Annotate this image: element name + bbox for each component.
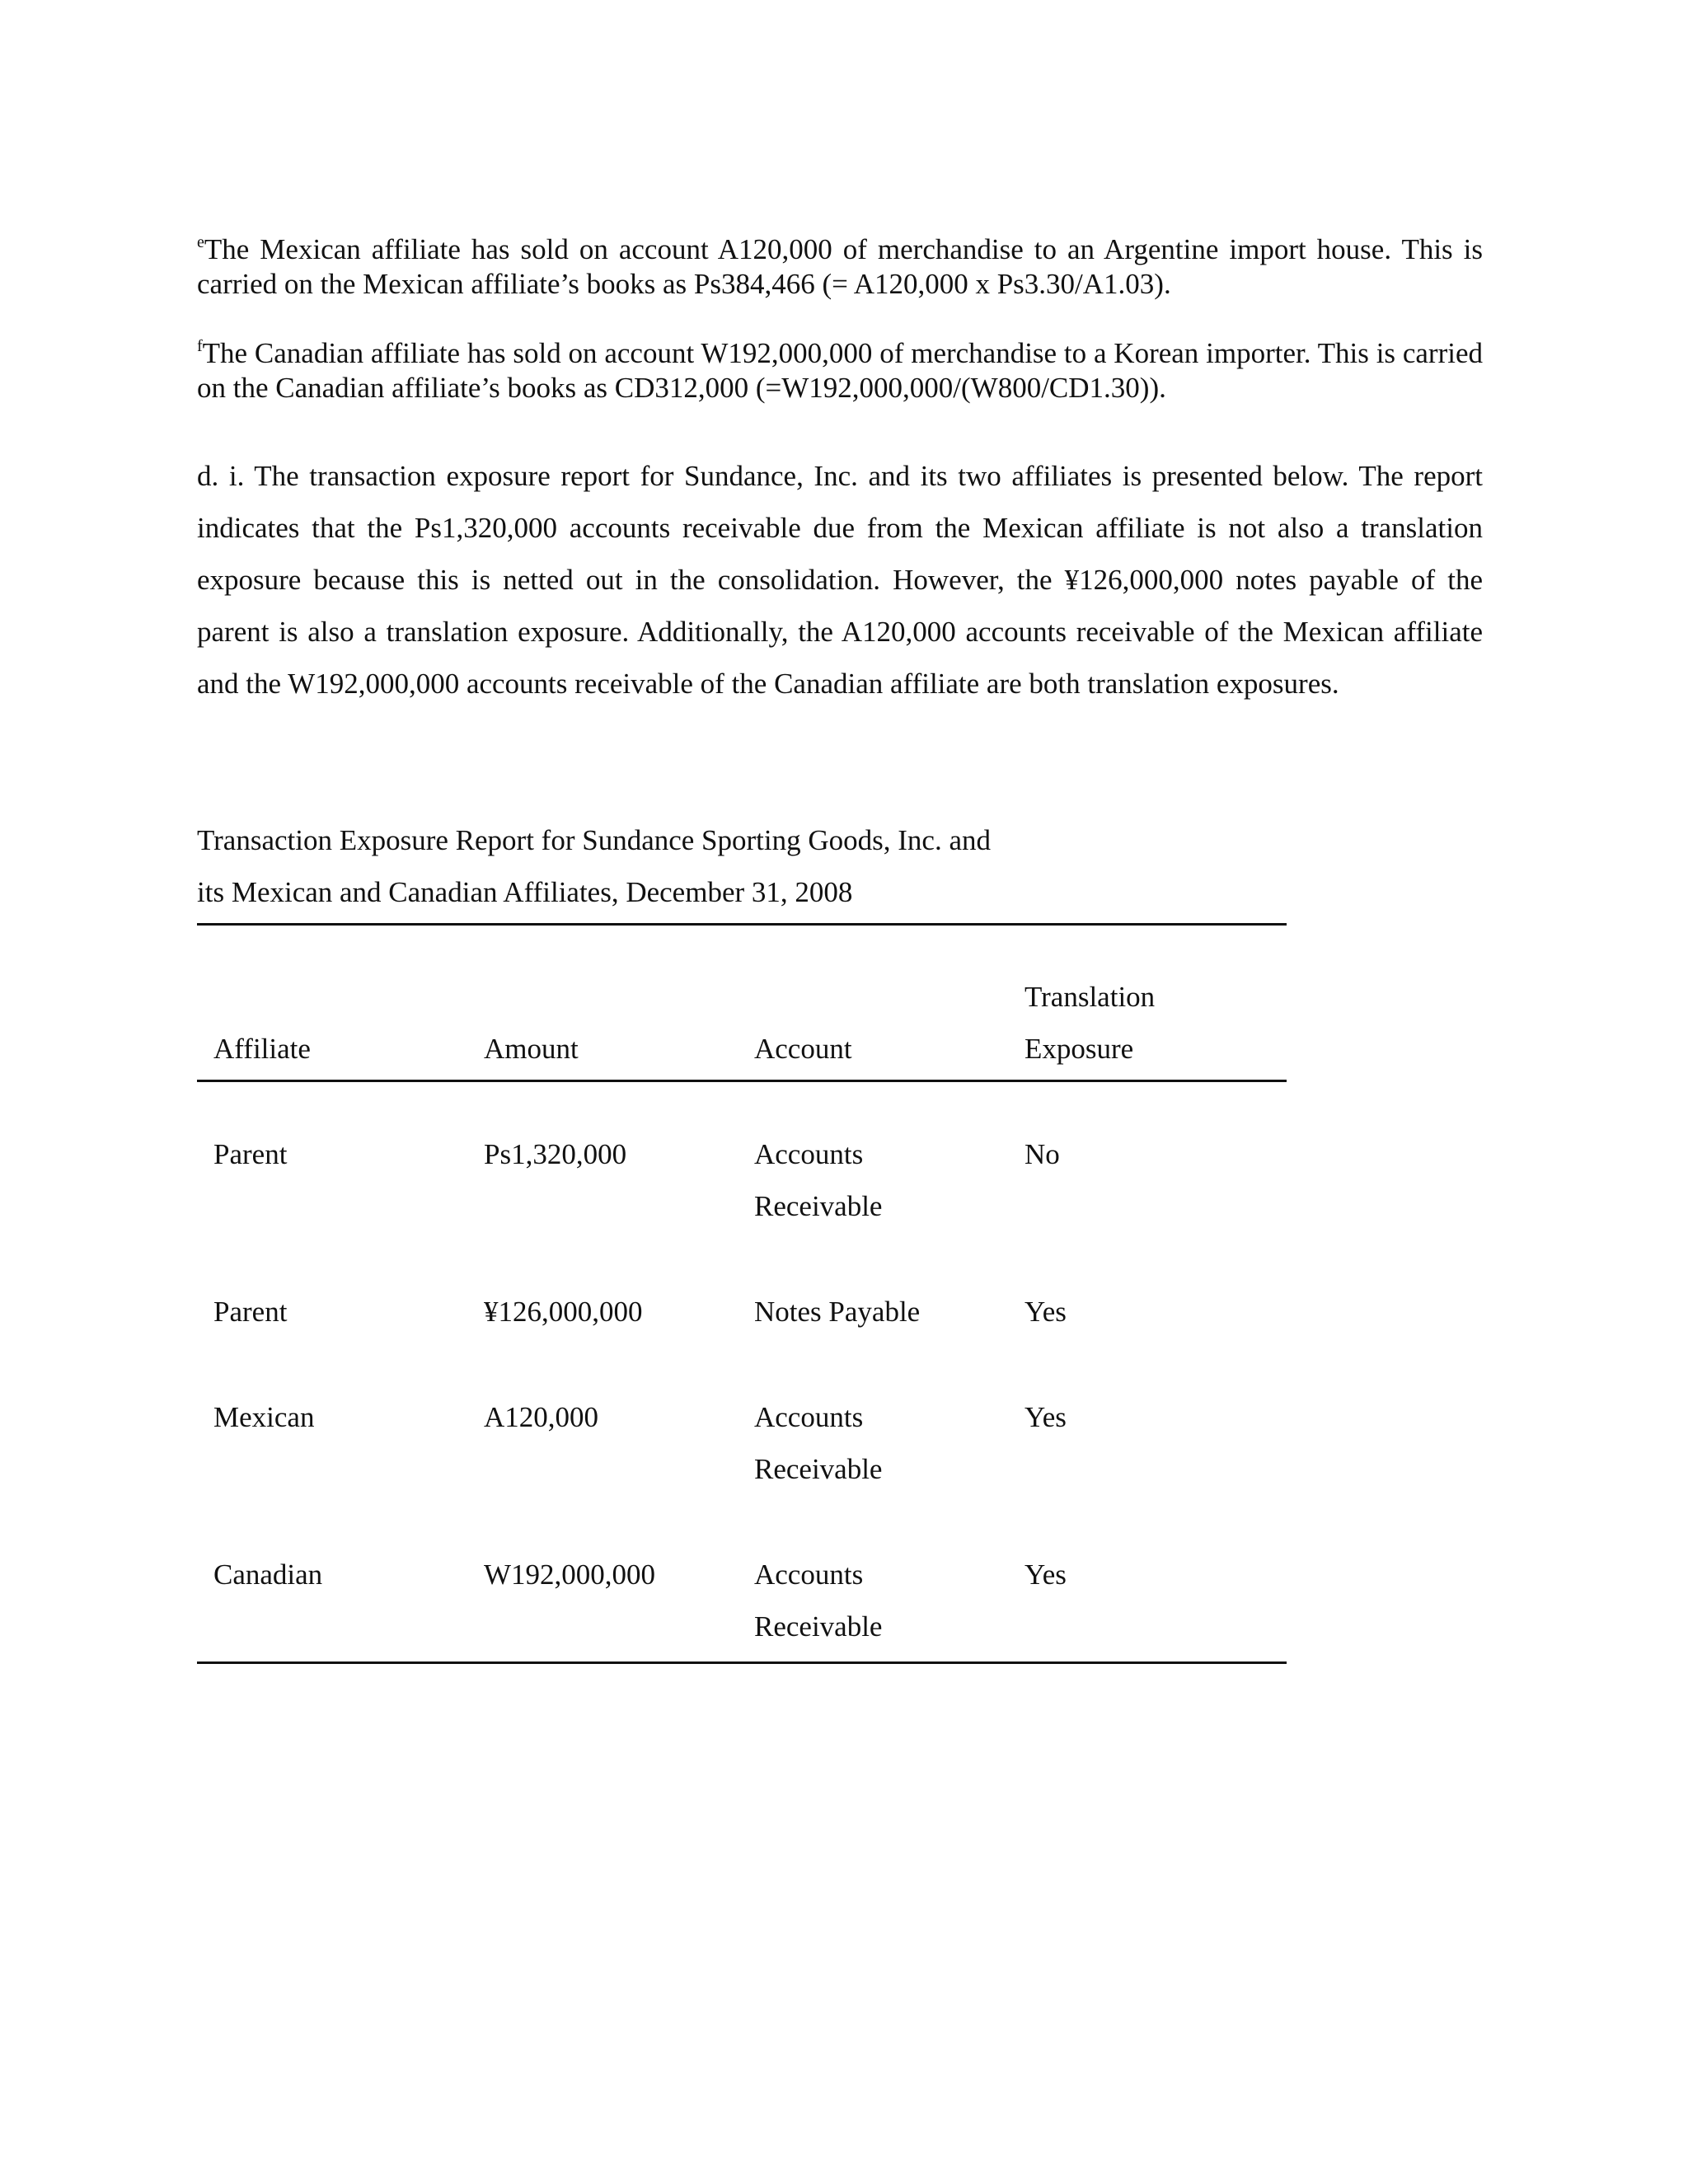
- footnote-text: The Mexican affiliate has sold on account A120,000 of merchandise to an Argentine import house. This is carried on the Mexican affiliate’s books as Ps384,466 (= A120,000 x Ps3.30/A1.03).: [197, 233, 1483, 300]
- row-account: Notes Payable: [754, 1296, 921, 1328]
- row-affiliate: Mexican: [213, 1401, 315, 1433]
- row-exposure: Yes: [1025, 1296, 1067, 1328]
- table-bottom-rule: [197, 1661, 1287, 1664]
- table-header-rule: [197, 1080, 1287, 1082]
- header-exposure-line2: Exposure: [1025, 1033, 1134, 1065]
- report-title-line: its Mexican and Canadian Affiliates, December 31, 2008: [197, 876, 853, 908]
- report-title-line: Transaction Exposure Report for Sundance Sporting Goods, Inc. and: [197, 824, 991, 856]
- header-exposure-line1: Translation: [1025, 981, 1156, 1013]
- row-exposure: Yes: [1025, 1401, 1067, 1433]
- report-title: [197, 814, 1285, 918]
- header-affiliate: Affiliate: [213, 1033, 311, 1065]
- footnote-f: [197, 336, 1483, 405]
- row-account-cont: Receivable: [754, 1190, 883, 1222]
- row-affiliate: Canadian: [213, 1558, 323, 1591]
- row-affiliate: Parent: [213, 1138, 288, 1170]
- table-top-rule: [197, 923, 1287, 926]
- row-account: Accounts: [754, 1138, 864, 1170]
- row-exposure: No: [1025, 1138, 1060, 1170]
- row-exposure: Yes: [1025, 1558, 1067, 1591]
- row-affiliate: Parent: [213, 1296, 288, 1328]
- footnote-marker: e: [197, 233, 204, 251]
- footnote-e: [197, 232, 1483, 302]
- footnote-marker: f: [197, 337, 203, 355]
- row-amount: ¥126,000,000: [484, 1296, 643, 1328]
- header-account: Account: [754, 1033, 852, 1065]
- body-paragraph: d. i. The transaction exposure report for Sundance, Inc. and its two affiliates is presented below. The report indicates that the Ps1,320,000 accounts receivable due from the Mexican affiliate is not also a translation exposure because this is netted out in the consolidation. However, the ¥126,000,000 notes payable of the parent is also a translation exposure. Additionally, the A120,000 accounts receivable of the Mexican affiliate and the W192,000,000 accounts receivable of the Canadian affiliate are both translation exposures.: [197, 460, 1483, 700]
- footnote-text: The Canadian affiliate has sold on account W192,000,000 of merchandise to a Korean importer. This is carried on the Canadian affiliate’s books as CD312,000 (=W192,000,000/(W800/CD1.30)).: [197, 337, 1483, 404]
- row-amount: W192,000,000: [484, 1558, 656, 1591]
- row-account-cont: Receivable: [754, 1453, 883, 1485]
- row-amount: Ps1,320,000: [484, 1138, 627, 1170]
- row-amount: A120,000: [484, 1401, 599, 1433]
- row-account: Accounts: [754, 1401, 864, 1433]
- row-account-cont: Receivable: [754, 1610, 883, 1643]
- row-account: Accounts: [754, 1558, 864, 1591]
- header-amount: Amount: [484, 1033, 579, 1065]
